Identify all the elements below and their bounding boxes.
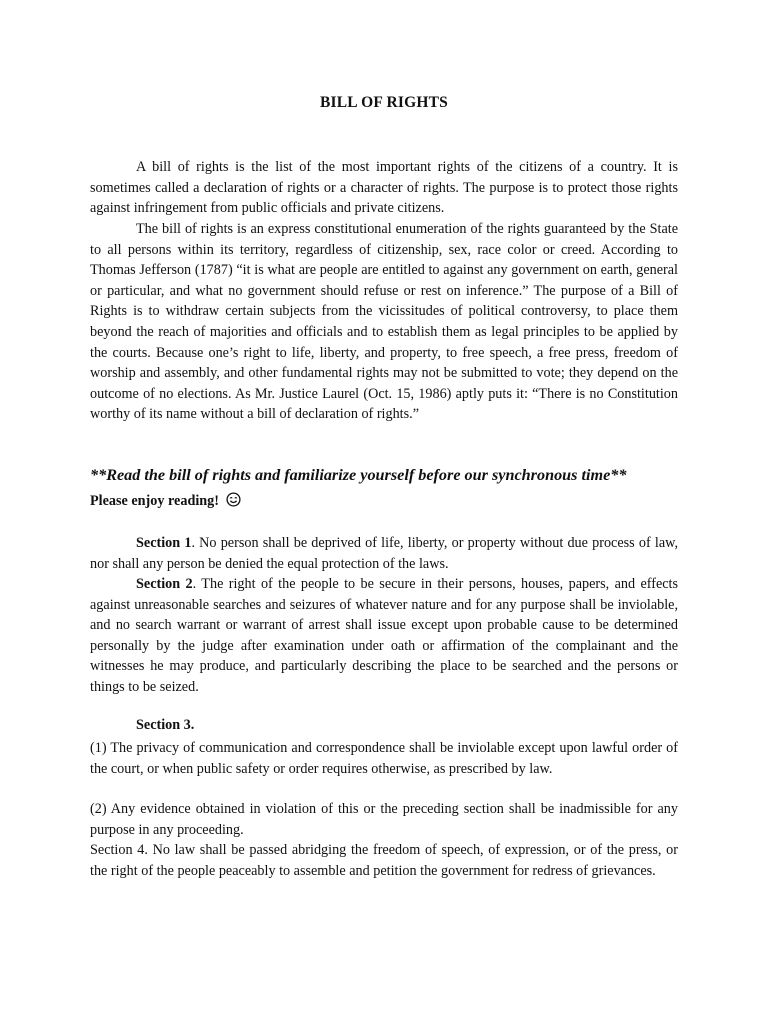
section-1 [90,533,678,574]
reading-instruction: **Read the bill of rights and familiarize yourself before our synchronous time** [90,466,627,484]
section-3-heading: Section 3. [136,717,195,733]
section-1-label: Section 1 [136,535,192,551]
section-2 [90,574,678,698]
smiling-face-icon [226,492,241,512]
section-2-label: Section 2 [136,576,193,592]
enjoy-reading-text: Please enjoy reading! [90,493,219,509]
document-title: BILL OF RIGHTS [320,94,448,111]
section-2-text: . The right of the people to be secure in their persons, houses, papers, and effects against unreasonable searches and seizures of whatever nature and for any purpose shall be inviolable, and no search warrant or warrant of arrest shall issue except upon probable cause to be determined personally by the judge after examination under oath or affirmation of the complainant and the witnesses he may produce, and particularly describing the place to be searched and the persons or things to be seized. [90,576,678,695]
section-1-text: . No person shall be deprived of life, liberty, or property without due process of law, nor shall any person be denied the equal protection of the laws. [90,535,679,572]
intro-paragraph-2: The bill of rights is an express constitutional enumeration of the rights guaranteed by the State to all persons within its territory, regardless of citizenship, sex, race color or creed. According to Thomas Jefferson (1787) “it is what are people are entitled to against any government on earth, general or particular, and what no government should refuse or rest on inference.” The purpose of a Bill of Rights is to withdraw certain subjects from the vicissitudes of political controversy, to place them beyond the reach of majorities and officials and to establish them as legal principles to be applied by the courts. Because one’s right to life, liberty, and property, to free speech, a free press, freedom of worship and assembly, and other fundamental rights may not be submitted to vote; they depend on the outcome of no elections. As Mr. Justice Laurel (Oct. 15, 1986) aptly puts it: “There is no Constitution worthy of its name without a bill of declaration of rights.” [90,221,678,423]
enjoy-reading-line [90,492,241,512]
section-4: Section 4. No law shall be passed abridging the freedom of speech, of expression, or of the press, or the right of the people peaceably to assemble and petition the government for redress of grievances. [90,842,678,879]
intro-paragraph-1: A bill of rights is the list of the most important rights of the citizens of a country. It is sometimes called a declaration of rights or a character of rights. The purpose is to protect those rights against infringement from public officials and private citizens. [90,159,678,217]
section-3-item-1: (1) The privacy of communication and correspondence shall be inviolable except upon lawful order of the court, or when public safety or order requires otherwise, as prescribed by law. [90,740,678,777]
section-3-item-2: (2) Any evidence obtained in violation of this or the preceding section shall be inadmissible for any purpose in any proceeding. [90,801,678,838]
